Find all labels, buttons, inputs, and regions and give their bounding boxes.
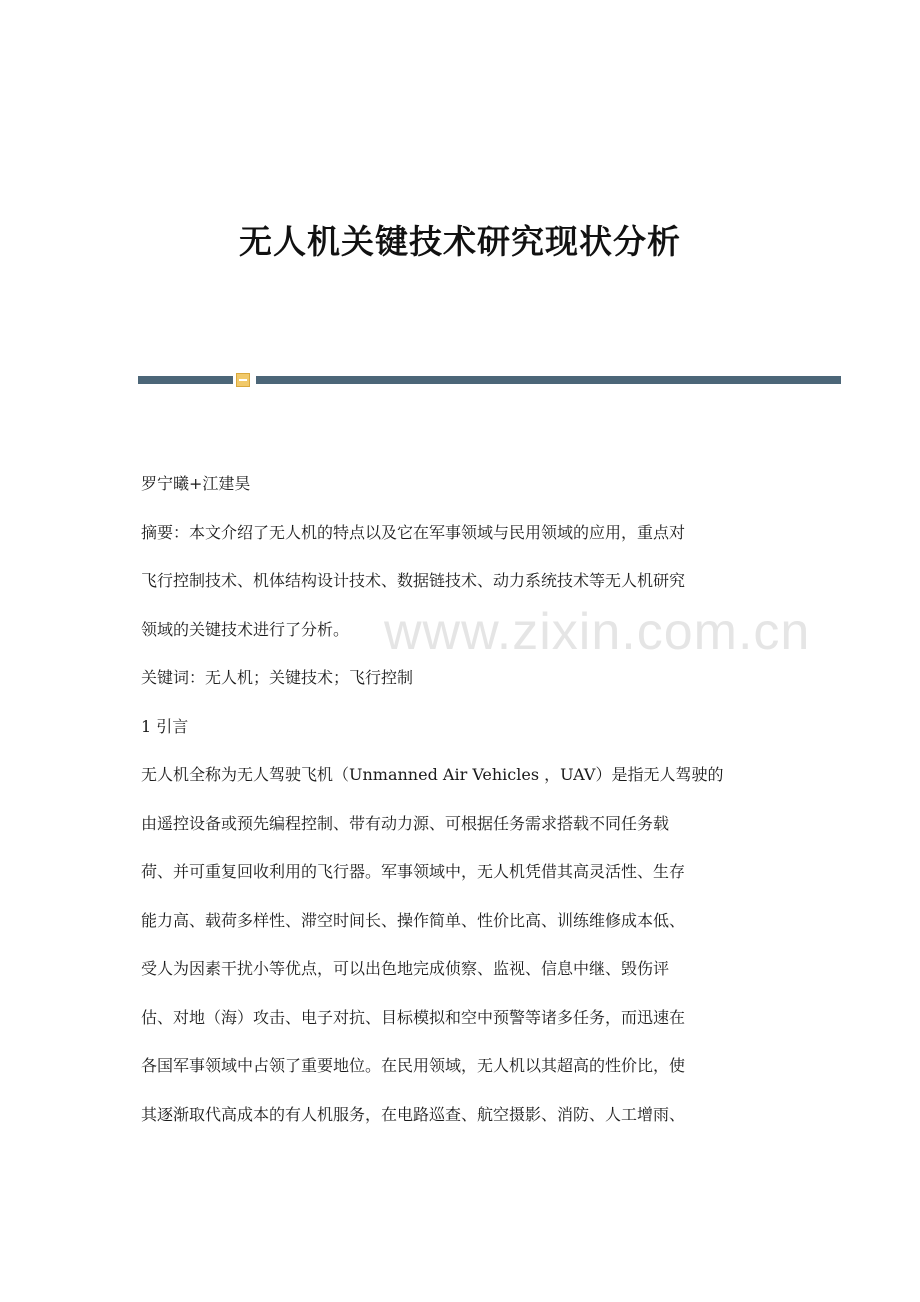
- abstract-line: 摘要：本文介绍了无人机的特点以及它在军事领域与民用领域的应用，重点对: [141, 522, 686, 542]
- watermark: www.zixin.com.cn: [384, 603, 811, 661]
- body-line: 各国军事领域中占领了重要地位。在民用领域，无人机以其超高的性价比，使: [141, 1056, 686, 1075]
- body-line: 无人机全称为无人驾驶飞机（Unmanned Air Vehicles ，UAV）是指无人驾驶的: [141, 765, 724, 784]
- keywords: 关键词：无人机；关键技术；飞行控制: [141, 668, 414, 687]
- abstract-line: 飞行控制技术、机体结构设计技术、数据链技术、动力系统技术等无人机研究: [141, 571, 686, 590]
- document-body: [141, 466, 786, 1145]
- divider-emblem-icon: [236, 373, 250, 387]
- body-line: 荷、并可重复回收利用的飞行器。军事领域中，无人机凭借其高灵活性、生存: [141, 862, 686, 881]
- body-line: 其逐渐取代高成本的有人机服务，在电路巡查、航空摄影、消防、人工增雨、: [141, 1104, 686, 1124]
- body-line: 受人为因素干扰小等优点，可以出色地完成侦察、监视、信息中继、毁伤评: [141, 959, 670, 978]
- body-line: 能力高、载荷多样性、滞空时间长、操作简单、性价比高、训练维修成本低、: [141, 910, 686, 930]
- authors: 罗宁曦+江建昊: [141, 474, 251, 493]
- body-line: 估、对地（海）攻击、电子对抗、目标模拟和空中预警等诸多任务，而迅速在: [141, 1007, 686, 1027]
- page-title: 无人机关键技术研究现状分析: [239, 222, 681, 261]
- section-heading: 1 引言: [141, 716, 189, 736]
- abstract-line: 领域的关键技术进行了分析。: [141, 619, 350, 639]
- divider-bar-left: [138, 376, 233, 384]
- body-line: 由遥控设备或预先编程控制、带有动力源、可根据任务需求搭载不同任务载: [141, 813, 670, 833]
- title-divider: [138, 373, 841, 387]
- divider-bar-right: [256, 376, 841, 384]
